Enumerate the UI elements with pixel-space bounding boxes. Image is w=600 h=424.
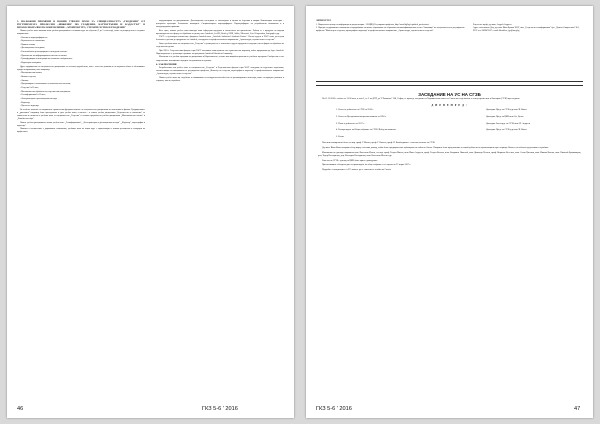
contact-address: Адрес за контакти: Доц. д-р инж. Иван Бучков УАСГ, вил. „Геодезия и геоинформатика" бул. „Христо Смирненски" №1, Р207 тел. 0889475537 e-mail: ilbuchkov_fgs@uacg.bg — [473, 27, 580, 33]
paragraph: 6. ЗАКЛЮЧЕНИЕ — [156, 63, 178, 67]
literature-row — [316, 27, 583, 33]
page-number-right: 47 — [574, 406, 581, 412]
left-column-1-body — [17, 30, 145, 134]
agenda-item-text: 5. Разни. — [336, 135, 345, 138]
literature-heading: ЛИТЕРАТУРА — [316, 20, 332, 22]
paragraph: - Математическа обработка на геодезически измервания; — [20, 90, 71, 93]
section-heading: 5. ПО-ВАЖНИ ПРОМЕНИ В НОВИЯ УЧЕБЕН ПЛАН ЗА СПЕЦИАЛНОСТТА „ГЕОДЕЗИЯ" ОТ РЕГУЛИРАНАТА ПРОФЕСИЯ „ИНЖЕНЕР ПО ГЕОДЕЗИЯ, КАРТОГРАФИЯ И КАДАСТЪР" В ПРОФЕСИОНАЛНОТО НАПРАВЛЕНИЕ „АРХИТЕКТУРА, СТРОИТЕЛСТВО И ГЕОДЕЗИЯ" — [17, 20, 145, 30]
agenda-speaker — [486, 136, 581, 139]
meeting-body — [318, 142, 581, 172]
paragraph: Кето цито, новият учебен план въвежда нови софтуерни продукти и съответното им приложение. Работи се с продукти на водещи производители на софтуер за обработка на данни, като Autodesk, ArcGIS, Bentley, ESRI, Adobe, Microsoft, Corel Corporation, Intergraph и др. — [156, 29, 284, 35]
paragraph: Почетни нововремени бяха: чл.-кор. проф. Г. Милев, проф. Г. Вълчев, проф. Н. Бамбалджиев – почетни членове на СГЗБ. — [322, 142, 436, 145]
paragraph: - Програмиране и изчисляване на изчислителни системи; — [20, 83, 71, 86]
paragraph: - Дистанционно изследване; — [20, 47, 46, 50]
agenda-list — [336, 109, 581, 139]
meeting-title: ЗАСЕДАНИЕ НА УС НА СГЗБ — [418, 92, 481, 97]
agenda-item — [336, 123, 581, 126]
paragraph: - Фотограметрия и дистанционни методи; — [20, 97, 58, 100]
literature-reviewer: Рецензент: проф. д-р инж. Андрей Андреев — [473, 24, 512, 27]
paragraph: От особено значение за направените промени във фундаменталните за специалността дисциплини по математика и физика. Традиционните и „дипломни" например беше препоръчано в едно учебно ниво; а именно – в новата учебна дисциплина „Вероятности и статистика" са съвместени в съответно в учебния план за специалността „Геодезия" и основно преработени учебни дисциплини „Математически анализ" и „Линейна алгебра". — [17, 108, 145, 120]
paragraph: - Приложение на информационни системи за анализ; — [20, 54, 67, 57]
paragraph: При 2016 г. Геодезическия факултет при УАСГ настъпиха нови промени със стратегически партньор, който продължава да бъде Autodesk. Партньорството се реализира в рамките на програмата Autodesk Education Community. — [156, 49, 284, 55]
literature-block — [316, 20, 583, 33]
paragraph: Освен учебния план по специалността „Геодезия" в университета се използват и други продукти на водещи в света фирми за обработка на геодезически данни. — [156, 43, 284, 49]
paragraph: модернизиране на дисциплините. Дистанционно изследване се мониторинг и оценка на бедствия и аварии. Компютърна геометрия – централни проекции. Регионално планиране. Специализирано картографиране. Картографиране на устройствени изисквания и в международната практика. — [156, 20, 284, 29]
page-number-left: 46 — [17, 406, 24, 412]
paragraph: Новите учебни дисциплини в новия учебен план: „Геоинформатика", „Фотограметрия и дистанционни методи", „Кадастър", картография и кадастър". — [17, 121, 145, 127]
agenda-speaker: Докладва: Пред. на ЦКК инж. Бл. Дечев — [486, 116, 524, 118]
paragraph: Отчетът на СГЗБ е доклад за ЦКК беше приет единодушно. — [322, 159, 378, 162]
paragraph: Изказвания по доклада направиха инж. Валентин Йонев, чл.-кор. проф. Георги Милев, инж. Иван Андреев, проф. Георги Вълчев, инж. Бояджиев Николай, инж. Димитър Пенчев, проф. Кирилов Веселин, инж. Стоян Цветков, инж. Иванка Колева, инж. Николай Бранимиров, доц. Тодор Костадинов, доц. Костадин Костадинов, инж. Валентин Йонев и др. — [318, 151, 581, 157]
paragraph: Присъстващите обсъдиха дата за провеждане на общо събрание и се спряха на 27 април 2017 г. — [322, 164, 411, 167]
paragraph: Подробно с материалите от УС можете да се запознаете в сайта на Съюза. — [322, 169, 392, 172]
left-column-2-body — [156, 20, 284, 83]
literature-ref: 1. Национален център за информация и документация – НАЦИД. Регулирани професии, http://nacid.bg/bg/regulated_professions/. — [316, 24, 430, 27]
paragraph: - Проект по кадастър. — [20, 105, 40, 108]
paragraph: - Геодезия I и II част; — [20, 86, 39, 89]
journal-footer-left: ГКЗ 5-6 ' 2016 — [202, 406, 238, 412]
paragraph: Д-р инж. Иван Качев направи обзор върху отчетния доклад, който беше предварително публикуван на сайта на Съюза. Направен беше предложения за някой дейности на организацията през периода. Както и за нейното представяне в чужбина. — [322, 147, 549, 150]
meeting-intro: На 11.12.2016 г. събота от 13.00 часа, в зала 3, ет. 2 на ДНТ, ул."Г.Раковски" 108, София, се проведе заседание на Управителния съвет на Съюза на геодезистите и земеустроителите в България (СГЗБ) при следния — [322, 98, 520, 100]
agenda-item — [336, 116, 581, 119]
paragraph: - Правни основи; — [20, 43, 36, 46]
paragraph: Друга традиционна за специалността дисциплини са основно преработени, като е отчетено развитието на научната област и обективните нужди на практиката, като например: — [17, 65, 145, 71]
paragraph: - Математически анализ; — [20, 72, 43, 75]
agenda-speaker: Докладва: Пред. на СГЗБ д-р инж. И. Качев — [486, 129, 527, 132]
paragraph: Разработеният нов учебен план за специалността „Геодезия" в Геодезическия факултет при УАСГ осигурява на студентите подготовка, съответстваща на изискванията за регулираната професия „Инженер по геодезия, картография и кадастър" в професионалното направление „Архитектура, строителство и геодезия". — [156, 66, 284, 75]
agenda-speaker: Докладва: Пред. на СГЗБ д-р инж. И. Качев — [486, 109, 527, 112]
paragraph: - Кадастърно измерване. — [20, 62, 42, 65]
paragraph: - Кадастър; — [20, 101, 30, 104]
paragraph: - Геоинформатика I и II част; — [20, 94, 46, 97]
divider-top — [316, 81, 583, 82]
paragraph: - Вероятности и статистика; — [20, 40, 45, 43]
paragraph: - Физика; — [20, 79, 29, 82]
journal-footer-right: ГКЗ 5-6 ' 2016 — [316, 406, 352, 412]
paragraph: УАСГ е в договорни отношения с фирмата Autodesk като „Autodesk Authorized Academic Partner". Всеки студент в УАСГ може да получи безплатен и достъп до продуктите на Autodesk, стандартни за професионалното направление „Архитектура, строителство и геодезия". — [156, 36, 284, 42]
left-column-2 — [156, 20, 284, 83]
paragraph: Новият учебен план включва нови учебни дисциплини в основния курс на обучение (I до 5 семестър), които са разпределени в следните направления: — [17, 29, 145, 35]
paragraph: - Висша геодезия; — [20, 76, 36, 79]
agenda-item-text: 2. Отчет на Централната контролна комисия за 2016 г. — [336, 116, 387, 118]
agenda-title: Д Н Е В Е Н Р Е Д : — [431, 104, 468, 108]
divider-bottom — [316, 85, 583, 86]
left-page — [7, 6, 294, 418]
agenda-item — [336, 136, 581, 139]
agenda-item-text: 3. План за дейността за 2017 г. — [336, 122, 365, 125]
agenda-speaker: Докладва: Зам.-пред. на СГЗБ инж. И. Андреев — [486, 122, 531, 125]
paragraph: Напълно в съответствие с държавните изисквания, учебният план на новия курс е хармонизиран с всички регламенти и стандарти на професията. — [17, 128, 145, 134]
literature-ref: 2. Наредба за държавните изисквания за придобиване на висше образование на образователно-квалификационна степен "бакалавър" по специалността от регулираната професия "Инженер по геодезия, картография и кадастър" в професионалното направление „Архитектура, строителство и геодезия". — [316, 27, 465, 33]
agenda-item-text: 1. Отчет за дейността на СГЗБ за 2016 г. — [336, 109, 374, 112]
agenda-item — [336, 109, 581, 112]
paragraph: - Трансформация и интеграция на основните изображения; — [20, 58, 73, 61]
paragraph: Новият учебен план ще съдейства за повишаване на конкурентоспособността на дипломираните инженери, както за кариерно развитие в страната, така и в чужбина. — [156, 76, 284, 82]
paragraph: - Еленекобнатна регистрираните и изведени текстове. — [20, 51, 68, 54]
paragraph: - Основи на картографирането; — [20, 36, 48, 39]
agenda-item-text: 4. Разпореждане на Общо събрание на СГЗБ. Избор на комисии. — [336, 129, 397, 132]
meeting-section — [318, 92, 581, 174]
paragraph: Изготвени са и учебни програми по дисциплини в Образованието, в които има мащабни промени по учебните програми. Съобразени са със съвременните изисквания и нуждите на практиката в страната. — [156, 56, 284, 62]
right-page — [306, 6, 593, 418]
left-column-1 — [17, 20, 145, 135]
agenda-item — [336, 129, 581, 132]
